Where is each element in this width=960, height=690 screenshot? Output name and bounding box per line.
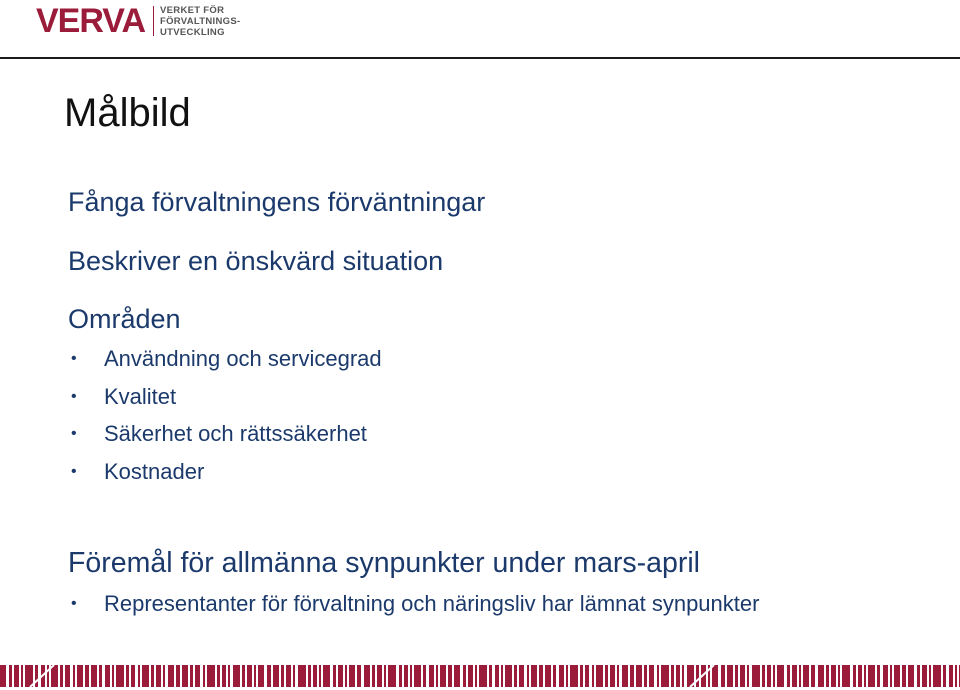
- footer-stripe: [811, 665, 815, 687]
- footer-stripe: [735, 665, 738, 687]
- footer-stripe: [463, 665, 466, 687]
- footer-stripe: [182, 665, 188, 687]
- footer-stripe: [853, 665, 856, 687]
- footer-stripe: [85, 665, 89, 687]
- footer-stripe: [91, 665, 97, 687]
- footer-stripe: [747, 665, 749, 687]
- footer-stripe: [868, 665, 875, 687]
- footer-stripe: [545, 665, 551, 687]
- footer-stripe: [345, 665, 347, 687]
- list-item: [70, 585, 759, 623]
- footer-stripe: [883, 665, 888, 687]
- footer-stripe: [190, 665, 193, 687]
- footer-stripe: [858, 665, 862, 687]
- footer-stripe: [527, 665, 529, 687]
- footer-stripe: [151, 665, 154, 687]
- footer-stripe: [372, 665, 375, 687]
- footer-stripe: [176, 665, 180, 687]
- footer-stripe: [247, 665, 252, 687]
- footer-stripe: [777, 665, 784, 687]
- footer-stripe: [592, 665, 594, 687]
- footer-stripe: [423, 665, 426, 687]
- footer-stripe: [25, 665, 33, 687]
- footer-stripe: [319, 665, 321, 687]
- footer-stripe: [436, 665, 438, 687]
- footer-stripe: [217, 665, 220, 687]
- footer-stripe: [323, 665, 330, 687]
- footer-stripe: [661, 665, 669, 687]
- bullet-icon: •: [71, 462, 77, 480]
- footer-stripe: [553, 665, 556, 687]
- footer-stripe: [77, 665, 83, 687]
- footer-stripe: [712, 665, 718, 687]
- footer-stripe: [531, 665, 537, 687]
- footer-stripe: [929, 665, 931, 687]
- footer-stripe: [440, 665, 446, 687]
- footer-stripe: [767, 665, 771, 687]
- footer-stripe: [313, 665, 317, 687]
- footer-stripe-band: [0, 662, 960, 690]
- footer-stripe: [21, 665, 23, 687]
- footer-stripe: [955, 665, 957, 687]
- footer-stripe: [908, 665, 914, 687]
- footer-stripe: [842, 665, 850, 687]
- statement-situation: Beskriver en önskvärd situation: [68, 246, 444, 276]
- footer-stripe: [14, 665, 19, 687]
- logo-sub-line: FÖRVALTNINGS-: [160, 15, 241, 27]
- list-item-text: Säkerhet och rättssäkerhet: [104, 421, 367, 446]
- footer-stripe: [682, 665, 684, 687]
- footer-stripe: [489, 665, 492, 687]
- footer-stripe: [142, 665, 149, 687]
- footer-stripe: [99, 665, 102, 687]
- footer-stripe: [399, 665, 402, 687]
- footer-stripe: [838, 665, 840, 687]
- footer-stripe: [649, 665, 654, 687]
- bullet-icon: •: [71, 595, 77, 612]
- footer-stripe: [559, 665, 564, 687]
- footer-stripe: [644, 665, 647, 687]
- logo-sub-line: VERKET FÖR: [160, 4, 225, 16]
- footer-stripe: [242, 665, 245, 687]
- footer-stripe: [818, 665, 824, 687]
- footer-stripe: [156, 665, 161, 687]
- footer-stripe: [286, 665, 291, 687]
- footer-stripe: [605, 665, 608, 687]
- list-item: [70, 415, 382, 453]
- list-item-text: Representanter för förvaltning och näringsliv har lämnat synpunkter: [104, 591, 760, 616]
- footer-stripe: [468, 665, 473, 687]
- footer-stripe: [610, 665, 615, 687]
- footer-stripe: [298, 665, 306, 687]
- footer-stripe: [752, 665, 760, 687]
- footer-stripe: [338, 665, 343, 687]
- footer-stripe: [787, 665, 790, 687]
- footer-stripe: [676, 665, 680, 687]
- footer-stripe: [47, 665, 49, 687]
- footer-stripe: [580, 665, 583, 687]
- heading-consultation: Föremål för allmänna synpunkter under mars-april: [68, 547, 701, 579]
- logo-subtitle: [160, 5, 240, 38]
- footer-stripe: [514, 665, 517, 687]
- footer-stripe: [73, 665, 75, 687]
- list-item-text: Kvalitet: [104, 383, 177, 409]
- footer-stripe: [890, 665, 892, 687]
- footer-stripe: [258, 665, 264, 687]
- footer-stripe: [254, 665, 256, 687]
- footer-stripe: [877, 665, 880, 687]
- footer-stripes: [0, 665, 960, 687]
- consultation-list: [70, 585, 759, 623]
- footer-stripe: [501, 665, 503, 687]
- footer-stripe: [377, 665, 382, 687]
- footer-stripe: [596, 665, 603, 687]
- footer-stripe: [222, 665, 226, 687]
- footer-stripe: [894, 665, 900, 687]
- footer-stripe: [364, 665, 370, 687]
- list-item: [70, 453, 382, 491]
- footer-stripe: [721, 665, 725, 687]
- logo-divider: [153, 6, 154, 36]
- footer-stripe: [762, 665, 765, 687]
- footer-stripe: [570, 665, 578, 687]
- footer-stripe: [429, 665, 434, 687]
- footer-stripe: [454, 665, 460, 687]
- footer-stripe: [622, 665, 628, 687]
- footer-stripe: [267, 665, 271, 687]
- footer-stripe: [228, 665, 230, 687]
- footer-stripe: [495, 665, 499, 687]
- footer-stripe: [163, 665, 165, 687]
- footer-stripe: [740, 665, 745, 687]
- footer-stripe: [131, 665, 135, 687]
- footer-stripe: [917, 665, 920, 687]
- footer-stripe: [696, 665, 699, 687]
- footer-stripe: [35, 665, 38, 687]
- footer-stripe: [475, 665, 477, 687]
- footer-stripe: [792, 665, 797, 687]
- footer-stripe: [902, 665, 906, 687]
- footer-stripe: [727, 665, 733, 687]
- footer-stripe: [519, 665, 524, 687]
- footer-stripe: [273, 665, 279, 687]
- footer-stripe: [922, 665, 927, 687]
- verva-logo: [36, 4, 240, 38]
- footer-stripe: [933, 665, 941, 687]
- footer-stripe: [657, 665, 659, 687]
- footer-stripe: [126, 665, 129, 687]
- footer-stripe: [539, 665, 543, 687]
- footer-stripe: [357, 665, 361, 687]
- footer-stripe: [65, 665, 70, 687]
- footer-stripe: [826, 665, 829, 687]
- footer-stripe: [404, 665, 408, 687]
- footer-stripe: [388, 665, 396, 687]
- bullet-icon: •: [71, 350, 77, 367]
- footer-stripe: [671, 665, 674, 687]
- footer-stripe: [281, 665, 284, 687]
- logo-wordmark: VERVA: [36, 2, 146, 40]
- list-item: [70, 378, 382, 416]
- footer-stripe: [0, 665, 6, 687]
- footer-stripe: [233, 665, 240, 687]
- footer-stripe: [803, 665, 809, 687]
- footer-stripe: [617, 665, 619, 687]
- footer-stripe: [116, 665, 124, 687]
- footer-stripe: [384, 665, 386, 687]
- footer-stripe: [9, 665, 12, 687]
- footer-stripe: [207, 665, 215, 687]
- footer-stripe: [831, 665, 836, 687]
- footer-stripe: [203, 665, 205, 687]
- footer-stripe: [168, 665, 174, 687]
- footer-stripe: [479, 665, 487, 687]
- list-item-text: Kostnader: [104, 458, 205, 484]
- footer-stripe: [799, 665, 801, 687]
- footer-stripe: [112, 665, 114, 687]
- footer-stripe: [333, 665, 336, 687]
- footer-stripe: [949, 665, 953, 687]
- footer-stripe: [414, 665, 421, 687]
- footer-stripe: [293, 665, 295, 687]
- footer-stripe: [60, 665, 63, 687]
- footer-stripe: [773, 665, 775, 687]
- statement-expectations: Fånga förvaltningens förväntningar: [68, 187, 486, 217]
- list-item-text: Användning och servicegrad: [104, 346, 382, 371]
- footer-stripe: [636, 665, 642, 687]
- heading-areas: Områden: [68, 304, 181, 334]
- footer-stripe: [943, 665, 946, 687]
- footer-stripe: [105, 665, 110, 687]
- footer-stripe: [349, 665, 355, 687]
- logo-sub-line: UTVECKLING: [160, 26, 225, 38]
- footer-stripe: [448, 665, 452, 687]
- footer-stripe: [864, 665, 866, 687]
- footer-stripe: [585, 665, 589, 687]
- footer-stripe: [630, 665, 634, 687]
- slide-title: Målbild: [64, 91, 191, 135]
- header-rule: [0, 57, 960, 59]
- footer-stripe: [195, 665, 200, 687]
- list-item: [70, 340, 382, 378]
- footer-stripe: [410, 665, 412, 687]
- bullet-icon: •: [71, 425, 77, 442]
- footer-stripe: [308, 665, 311, 687]
- areas-list: [70, 340, 382, 490]
- footer-stripe: [138, 665, 140, 687]
- footer-stripe: [505, 665, 512, 687]
- bullet-icon: •: [71, 387, 77, 405]
- footer-stripe: [51, 665, 58, 687]
- footer-stripe: [566, 665, 568, 687]
